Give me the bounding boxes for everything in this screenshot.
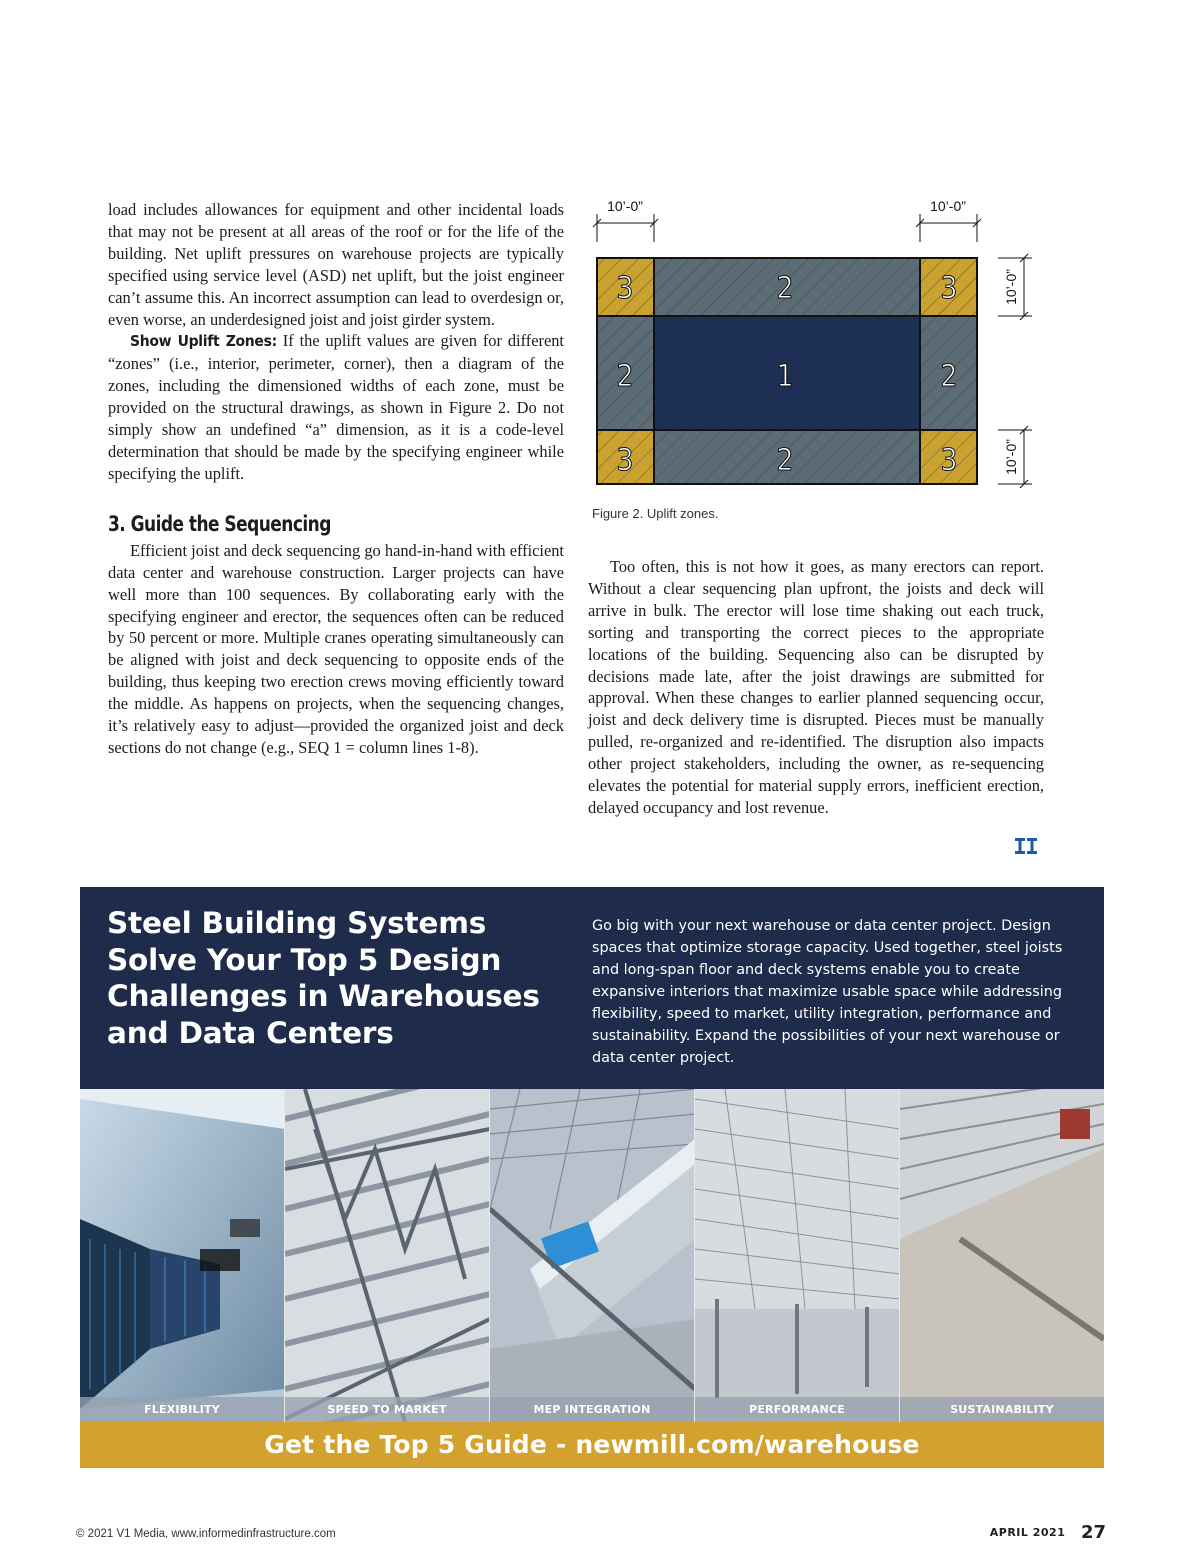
ad-title: Steel Building Systems Solve Your Top 5 Design Challenges in Warehouses and Data Centers: [107, 906, 540, 1050]
deck-underside-photo: [285, 1089, 490, 1422]
folio: [990, 1522, 1106, 1543]
zone-label-corner: 3: [616, 443, 634, 478]
zone-label-corner: 3: [940, 271, 958, 306]
section-heading: 3. Guide the Sequencing: [108, 511, 331, 536]
article-left-column: [108, 199, 564, 759]
zone-label-perimeter: 2: [776, 271, 794, 306]
ad-panel-mep-integration: [490, 1089, 695, 1422]
paragraph-uplift-zones-body: If the uplift values are given for different “zones” (i.e., interior, perimeter, corner), then a diagram of the zones, including the dimensioned widths of each zone, must be provided on the structural drawings, as shown in Figure 2. Do not simply show an undefined “a” dimension, as it is a code-level determination that should be made by the specifying engineer while specifying the uplift.: [108, 331, 564, 483]
article-right-column: [588, 556, 1044, 819]
concrete-building-photo: [900, 1089, 1104, 1422]
zone-label-interior: 1: [776, 359, 794, 394]
warehouse-interior-photo: [695, 1089, 900, 1422]
paragraph-uplift-loads: load includes allowances for equipment and other incidental loads that may not be present at all areas of the roof or for the life of the building. Net uplift pressures on warehouse projects are typically specified using service level (ASD) net uplift, but the joist engineer can’t assume this. An incorrect assumption can lead to overdesign or, even worse, an underdesigned joist and joist girder system.: [108, 200, 564, 329]
page-number: 27: [1080, 1522, 1106, 1543]
panel-label: SUSTAINABILITY: [900, 1397, 1104, 1422]
run-in-heading: Show Uplift Zones:: [130, 332, 277, 351]
end-mark-icon: [1014, 836, 1038, 858]
ad-body: Go big with your next warehouse or data center project. Design spaces that optimize storage capacity. Used together, steel joists and long-span floor and deck systems enable you to create expansive interiors that maximize usable space while addressing flexibility, speed to market, utility integration, performance and sustainability. Expand the possibilities of your next warehouse or data center project.: [592, 918, 1063, 1066]
paragraph-uplift-zones: [108, 330, 564, 484]
ad-photo-strip: [80, 1089, 1104, 1422]
zone-label-perimeter: 2: [940, 359, 958, 394]
data-center-photo: [80, 1089, 285, 1422]
ad-panel-speed-to-market: [285, 1089, 490, 1422]
panel-label: PERFORMANCE: [695, 1397, 899, 1422]
zone-label-corner: 3: [940, 443, 958, 478]
steel-building-ad: [80, 887, 1104, 1468]
zone-label-corner: 3: [616, 271, 634, 306]
panel-label: MEP INTEGRATION: [490, 1397, 694, 1422]
paragraph-sequencing-problems: Too often, this is not how it goes, as many erectors can report. Without a clear sequencing plan upfront, the joists and deck will arrive in bulk. The erector will lose time shaking out each truck, sorting and transporting the correct pieces to the appropriate locations of the building. Sequencing also can be disrupted by decisions made late, after the joist drawings are submitted for approval. When these changes to earlier planned sequencing occur, joist and deck delivery time is disrupted. Pieces must be manually pulled, re-organized and re-identified. The disruption also impacts other project stakeholders, including the owner, as re-sequencing elevates the potential for material supply errors, inefficient erection, delayed occupancy and lost revenue.: [588, 557, 1044, 817]
dimension-top-right: 10’-0”: [930, 198, 966, 214]
ad-panel-flexibility: [80, 1089, 285, 1422]
issue-date: APRIL 2021: [989, 1526, 1066, 1539]
uplift-zones-diagram: [588, 190, 1048, 530]
figure-caption: Figure 2. Uplift zones.: [592, 506, 719, 521]
copyright: © 2021 V1 Media, www.informedinfrastructure.com: [76, 1528, 336, 1540]
ad-cta-link[interactable]: Get the Top 5 Guide - newmill.com/warehouse: [80, 1422, 1104, 1468]
zone-label-perimeter: 2: [776, 443, 794, 478]
dimension-top-left: 10’-0”: [607, 198, 643, 214]
dimension-right-top: 10’-0”: [1003, 269, 1019, 305]
ad-panel-performance: [695, 1089, 900, 1422]
panel-label: FLEXIBILITY: [80, 1397, 284, 1422]
panel-label: SPEED TO MARKET: [285, 1397, 489, 1422]
paragraph-sequencing: Efficient joist and deck sequencing go hand-in-hand with efficient data center and warehouse construction. Larger projects can have well more than 100 sequences. By collaborating early with the specifying engineer and erector, the sequences often can be reduced by 50 percent or more. Multiple cranes operating simultaneously can be aligned with joist and deck sequencing to opposite ends of the building, thus keeping two erection crews moving efficiently toward the middle. As happens on projects, when the sequencing changes, it’s relatively easy to adjust—provided the organized joist and deck sections do not change (e.g., SEQ 1 = column lines 1-8).: [108, 540, 564, 757]
dimension-right-bottom: 10’-0”: [1003, 439, 1019, 475]
ad-panel-sustainability: [900, 1089, 1104, 1422]
zone-label-perimeter: 2: [616, 359, 634, 394]
duct-photo: [490, 1089, 695, 1422]
